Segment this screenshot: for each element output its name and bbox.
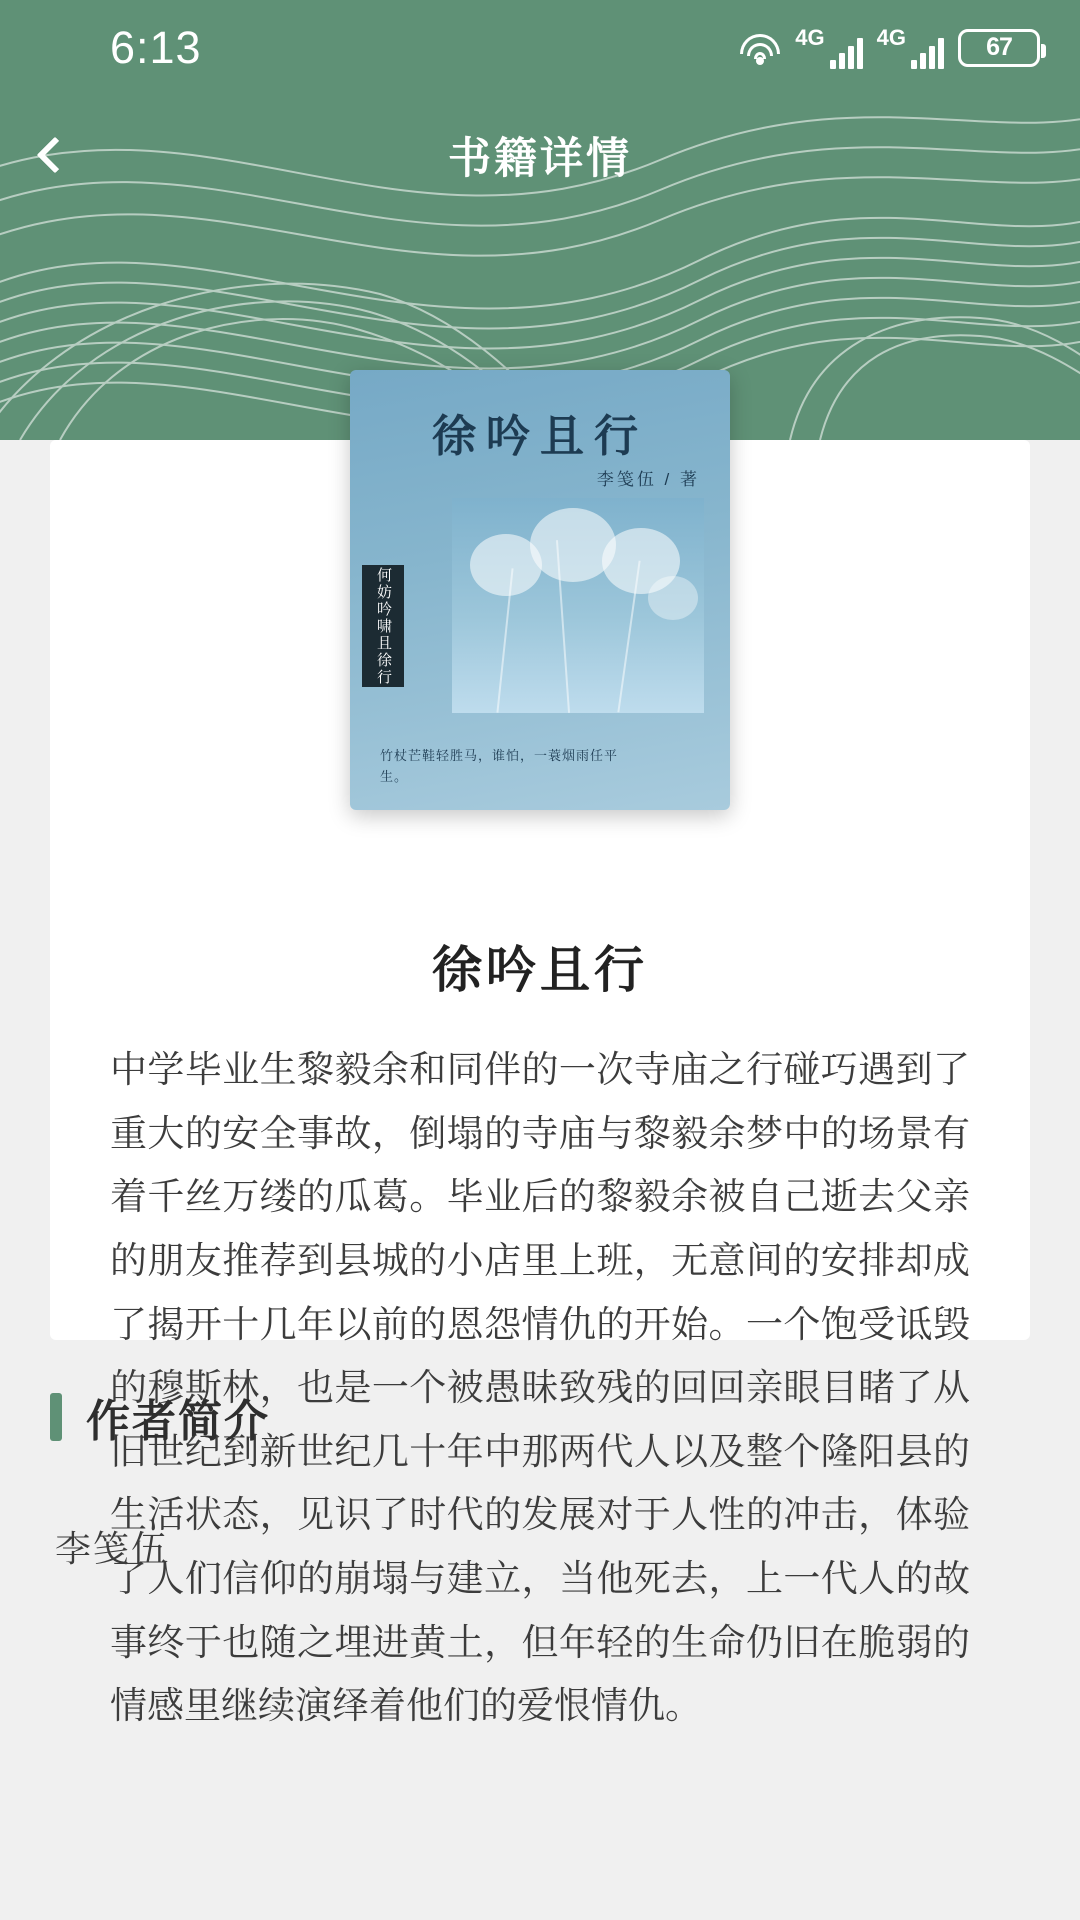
back-arrow-icon — [37, 137, 74, 174]
signal-2-label: 4G — [876, 24, 906, 50]
battery-icon — [958, 29, 1040, 67]
section-accent-bar — [50, 1393, 62, 1441]
signal-bars-icon — [830, 37, 863, 69]
book-cover-art — [350, 370, 730, 810]
cover-photo — [452, 498, 704, 713]
book-cover[interactable] — [350, 370, 730, 810]
author-name: 李笺伍 — [55, 1528, 170, 1569]
signal-1-label: 4G — [795, 24, 825, 50]
cover-footer-text: 竹杖芒鞋轻胜马，谁怕，一蓑烟雨任平生。 — [380, 748, 619, 785]
wifi-icon — [739, 32, 781, 64]
author-section-header — [0, 1385, 1080, 1449]
book-title: 徐吟且行 — [432, 942, 648, 998]
author-section — [0, 1385, 1080, 1572]
author-section-title: 作者简介 — [86, 1397, 270, 1446]
cover-title: 徐吟且行 — [432, 411, 648, 462]
status-indicators — [739, 24, 1040, 69]
status-clock: 6:13 — [110, 21, 202, 73]
signal-1 — [795, 24, 862, 69]
battery-level: 67 — [986, 33, 1012, 61]
signal-2 — [876, 24, 944, 69]
status-bar — [0, 0, 1080, 95]
cover-author: 李笺伍 / 著 — [596, 470, 700, 489]
navigation-bar — [0, 110, 1080, 200]
page-title: 书籍详情 — [448, 134, 632, 183]
back-button[interactable] — [0, 110, 110, 200]
cover-spine-text: 何妨吟啸且徐行 — [362, 565, 404, 687]
signal-bars-icon-2 — [911, 37, 944, 69]
book-description: 中学毕业生黎毅余和同伴的一次寺庙之行碰巧遇到了重大的安全事故，倒塌的寺庙与黎毅余梦中的场景有着千丝万缕的瓜葛。毕业后的黎毅余被自己逝去父亲的朋友推荐到县城的小店里上班，无意间的安排却成了揭开十几年以前的恩怨情仇的开始。一个饱受诋毁的穆斯林，也是一个被愚昧致残的回回亲眼目睹了从旧世纪到新世纪几十年中那两代人以及整个隆阳县的生活状态，见识了时代的发展对于人性的冲击，体验了人们信仰的崩塌与建立，当他死去，上一代人的故事终于也随之埋进黄土，但年轻的生命仍旧在脆弱的情感里继续演绎着他们的爱恨情仇。 — [110, 1049, 970, 1727]
